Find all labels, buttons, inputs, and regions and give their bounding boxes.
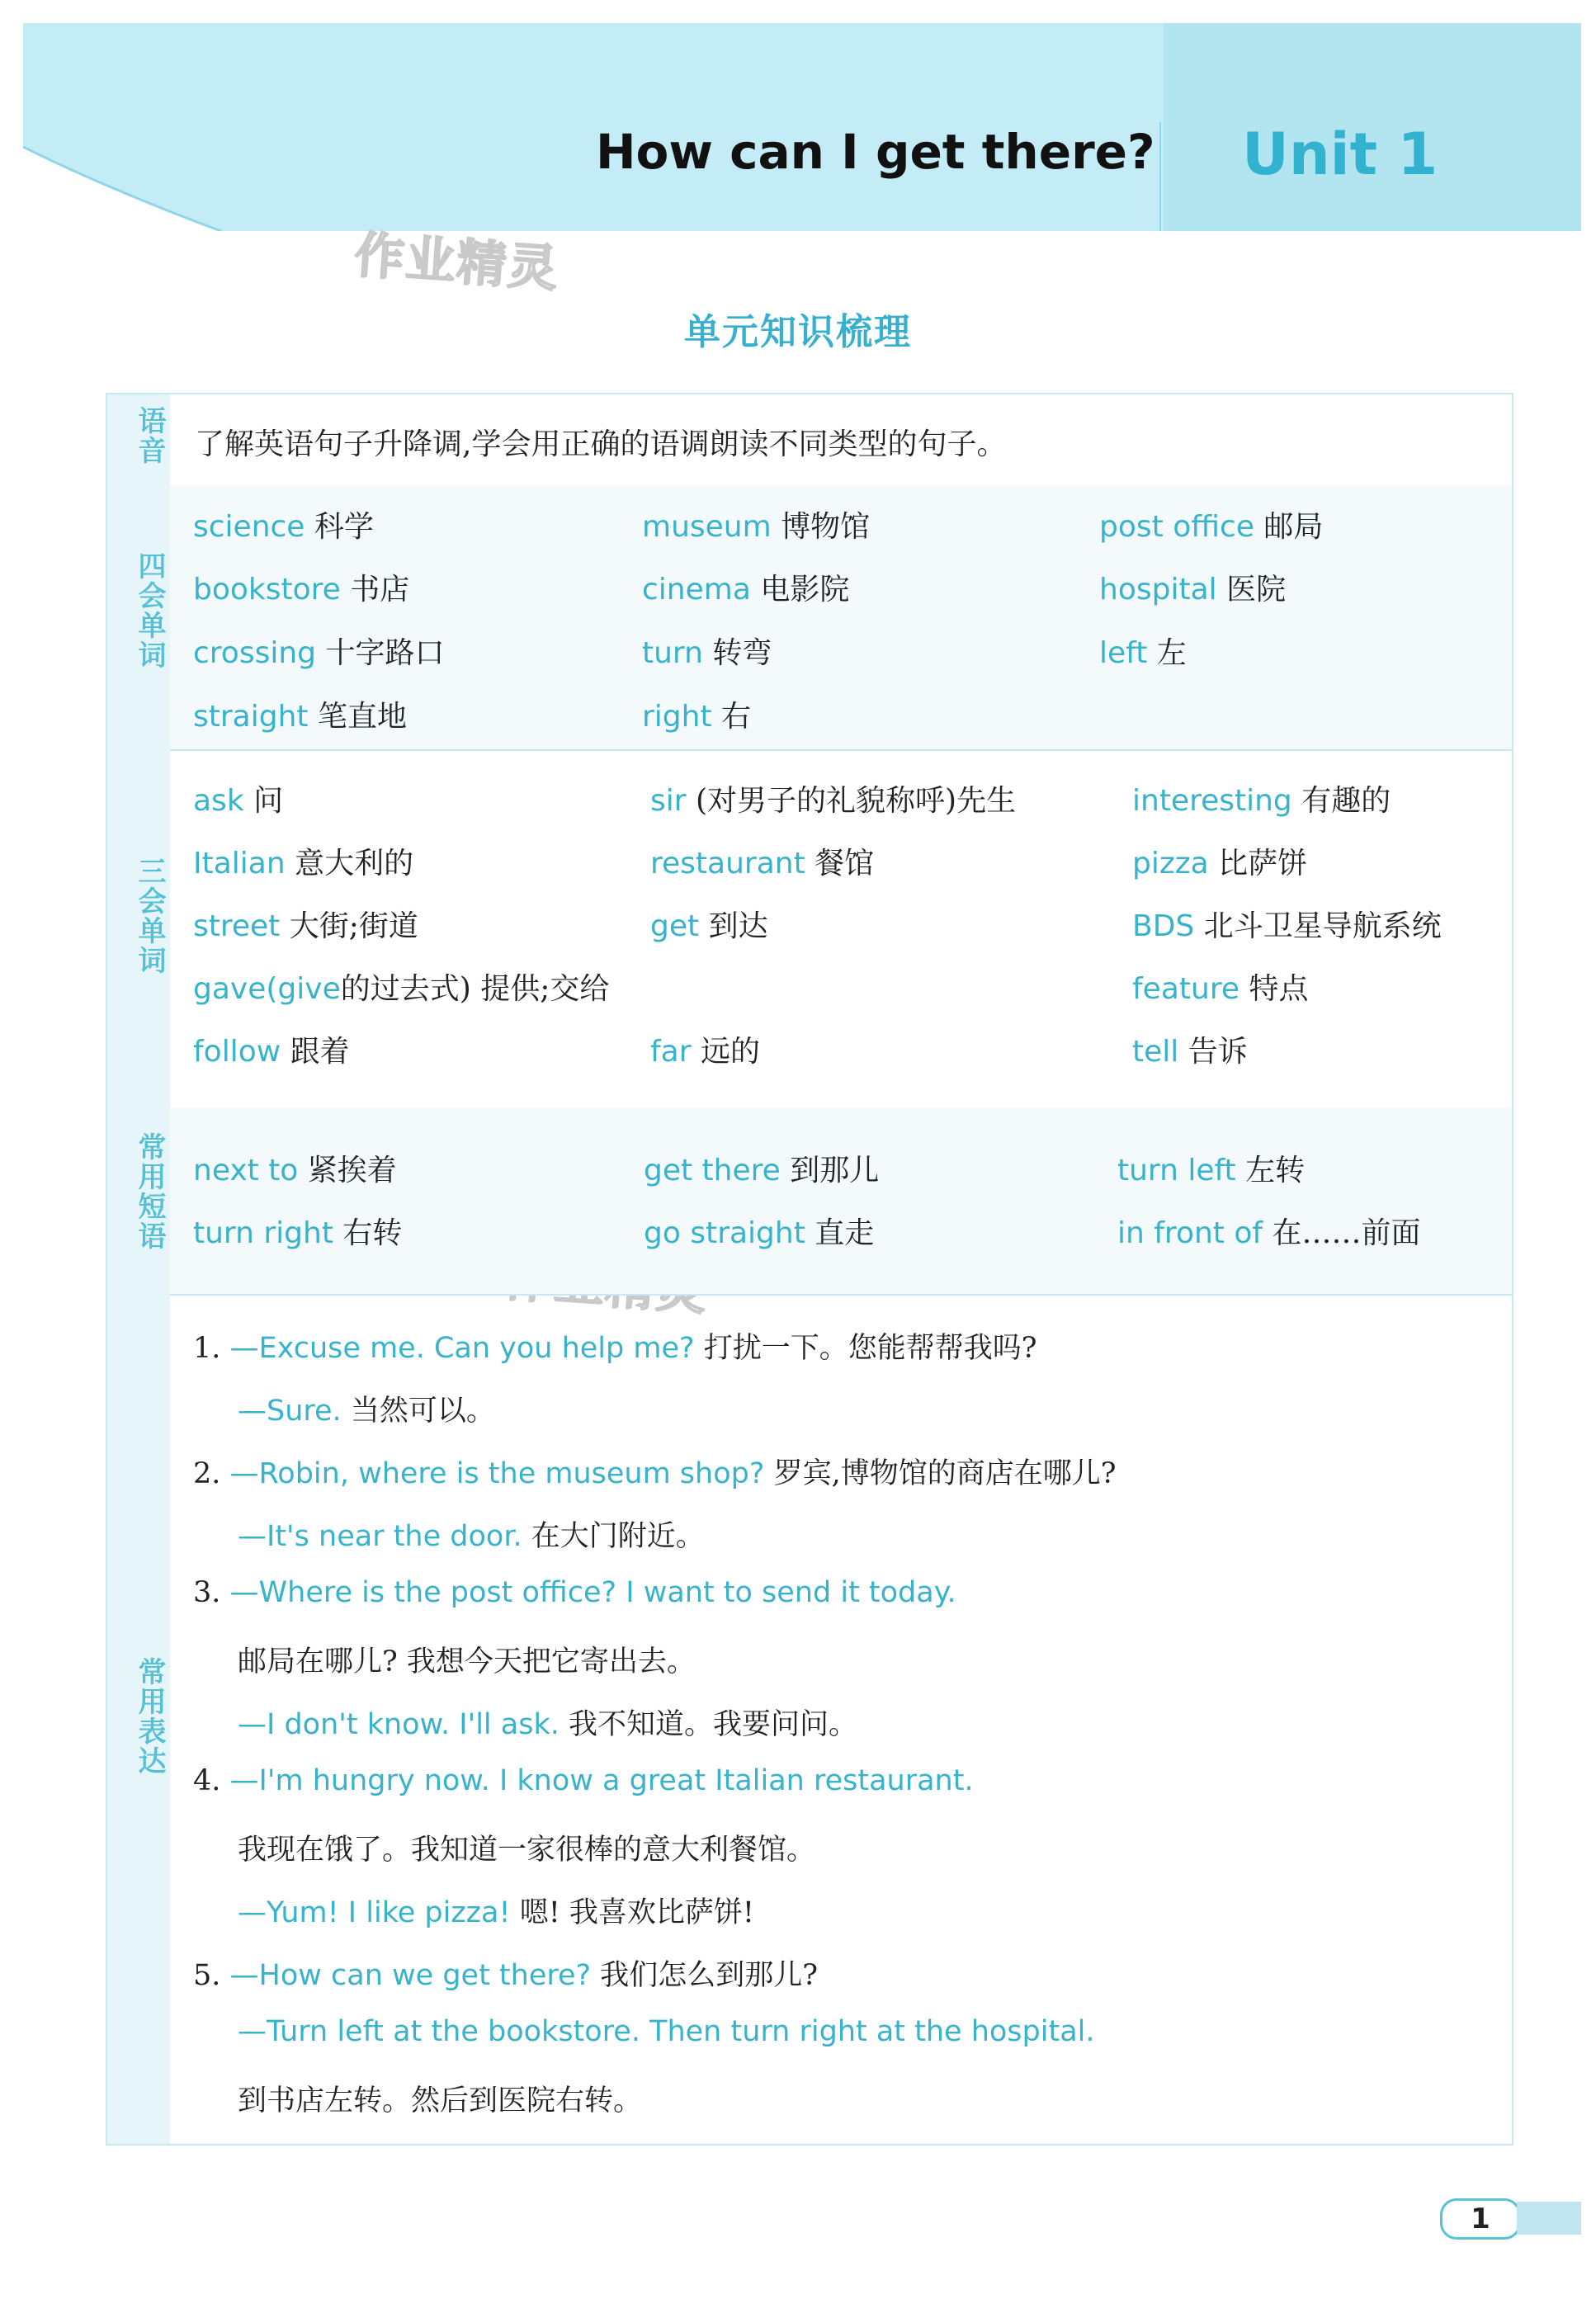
word-item: cinema 电影院 <box>642 573 850 607</box>
phrase-item: next to 紧挨着 <box>193 1154 397 1187</box>
side-label: 三会单词 <box>133 857 166 975</box>
row-three-skill-words <box>170 749 1512 1109</box>
word-item: left 左 <box>1099 636 1187 670</box>
expression-line: 5. —How can we get there? 我们怎么到那儿? <box>193 1959 818 1992</box>
word-item: tell 告诉 <box>1132 1035 1248 1069</box>
word-item: pizza 比萨饼 <box>1132 847 1308 880</box>
side-four-skill <box>107 485 170 751</box>
expression-line: 我现在饿了。我知道一家很棒的意大利餐馆。 <box>238 1834 816 1867</box>
word-item: right 右 <box>642 700 752 734</box>
row-expressions <box>170 1294 1512 2144</box>
word-item: street 大街;街道 <box>193 909 418 943</box>
side-label: 四会单词 <box>133 551 166 670</box>
phrase-item: in front of 在……前面 <box>1117 1216 1421 1250</box>
word-item: gave(give的过去式) 提供;交给 <box>193 972 610 1006</box>
expression-line: —Sure. 当然可以。 <box>238 1395 495 1428</box>
row-four-skill-words <box>170 485 1512 751</box>
expression-line: —Yum! I like pizza! 嗯! 我喜欢比萨饼! <box>238 1896 754 1929</box>
page-title: How can I get there? <box>596 124 1155 180</box>
word-item: restaurant 餐馆 <box>650 847 875 880</box>
side-label: 语音 <box>133 406 166 465</box>
expression-line: —Turn left at the bookstore. Then turn right at the hospital. <box>238 2015 1095 2048</box>
expression-line: 邮局在哪儿? 我想今天把它寄出去。 <box>238 1645 696 1678</box>
page-tab-decoration <box>1517 2202 1581 2235</box>
side-expressions <box>107 1294 170 2144</box>
word-item: science 科学 <box>193 510 374 544</box>
expression-line: 4. —I'm hungry now. I know a great Italian restaurant. <box>193 1764 974 1797</box>
word-item: interesting 有趣的 <box>1132 784 1391 818</box>
side-phrases <box>107 1107 170 1296</box>
word-item: sir (对男子的礼貌称呼)先生 <box>650 784 1017 818</box>
expression-line: 3. —Where is the post office? I want to send it today. <box>193 1576 956 1609</box>
phrase-item: go straight 直走 <box>644 1216 875 1250</box>
phrase-item: turn left 左转 <box>1117 1154 1306 1187</box>
word-item: far 远的 <box>650 1035 761 1069</box>
side-label: 常用短语 <box>133 1132 166 1251</box>
word-item: ask 问 <box>193 784 284 818</box>
word-item: post office 邮局 <box>1099 510 1324 544</box>
row-pronunciation <box>170 394 1512 487</box>
word-item: straight 笔直地 <box>193 700 407 734</box>
word-item: follow 跟着 <box>193 1035 350 1069</box>
knowledge-table <box>106 393 1513 2146</box>
expression-line: —It's near the door. 在大门附近。 <box>238 1520 705 1553</box>
side-pronunciation <box>107 394 170 487</box>
expression-line: 到书店左转。然后到医院右转。 <box>238 2084 643 2117</box>
page-number: 1 <box>1440 2198 1521 2240</box>
pronunciation-text: 了解英语句子升降调,学会用正确的语调朗读不同类型的句子。 <box>195 427 1007 461</box>
word-item: feature 特点 <box>1132 972 1309 1006</box>
phrase-item: get there 到那儿 <box>644 1154 880 1187</box>
word-item: hospital 医院 <box>1099 573 1287 607</box>
section-title: 单元知识梳理 <box>684 311 912 353</box>
side-three-skill <box>107 749 170 1109</box>
expression-line: —I don't know. I'll ask. 我不知道。我要问问。 <box>238 1708 858 1741</box>
word-item: crossing 十字路口 <box>193 636 445 670</box>
watermark-top: 作业精灵 <box>352 226 561 299</box>
expression-line: 1. —Excuse me. Can you help me? 打扰一下。您能帮帮我吗? <box>193 1332 1037 1365</box>
unit-label: Unit 1 <box>1242 120 1438 188</box>
expression-line: 2. —Robin, where is the museum shop? 罗宾,博物馆的商店在哪儿? <box>193 1457 1117 1490</box>
row-phrases <box>170 1107 1512 1296</box>
word-item: bookstore 书店 <box>193 573 410 607</box>
phrase-item: turn right 右转 <box>193 1216 403 1250</box>
word-item: turn 转弯 <box>642 636 772 670</box>
word-item: BDS 北斗卫星导航系统 <box>1132 909 1442 943</box>
word-item: Italian 意大利的 <box>193 847 414 880</box>
word-item: museum 博物馆 <box>642 510 871 544</box>
word-item: get 到达 <box>650 909 768 943</box>
side-label: 常用表达 <box>133 1657 166 1776</box>
